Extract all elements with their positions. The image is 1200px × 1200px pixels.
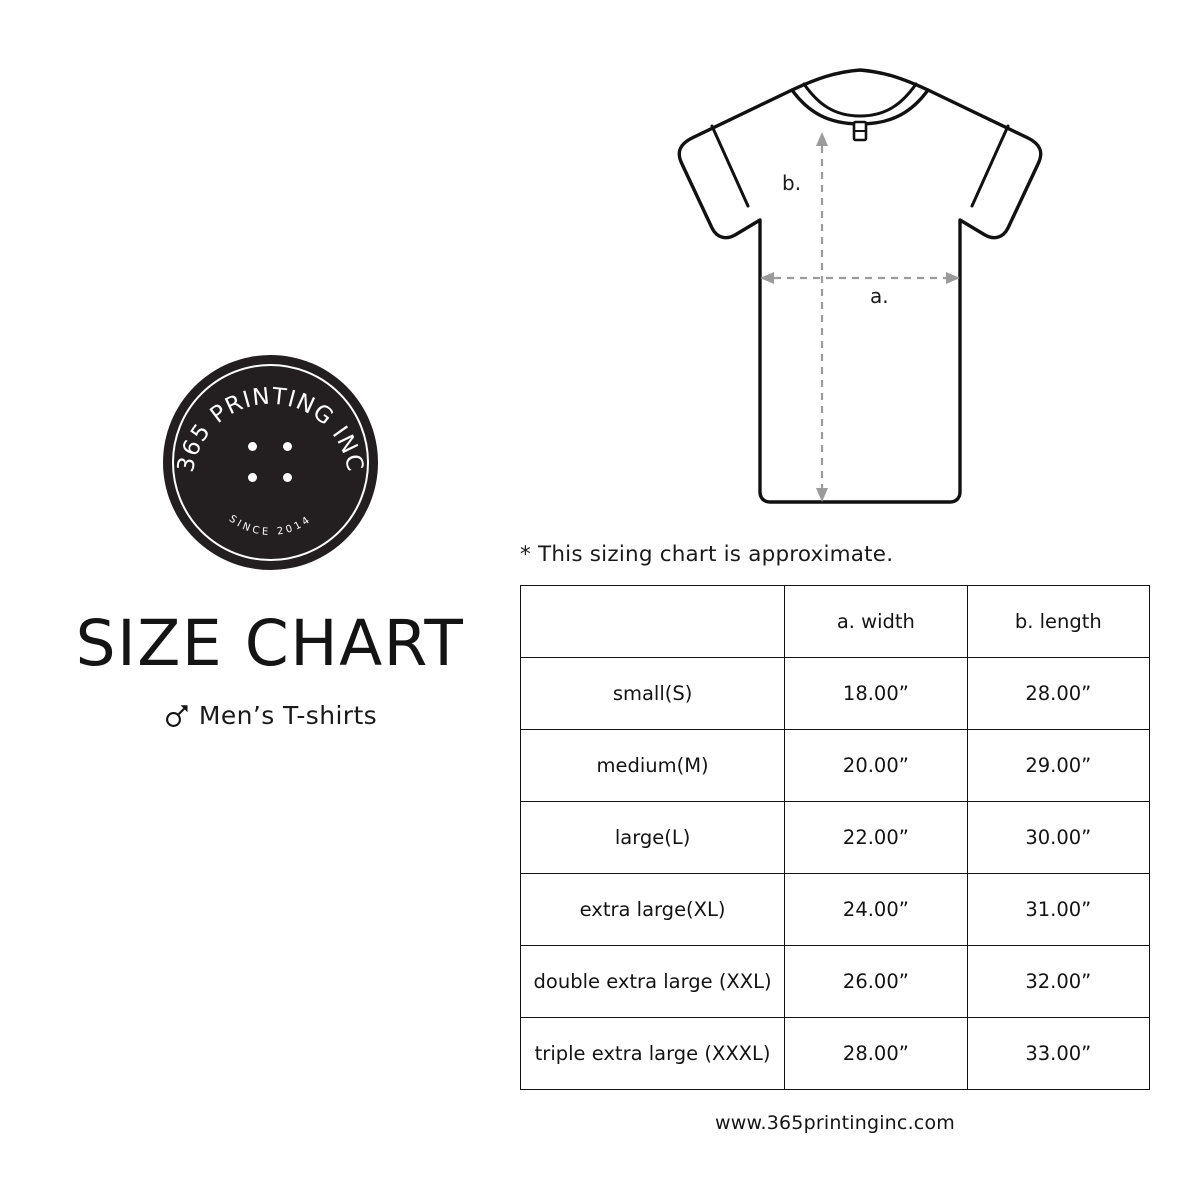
cell-length: 28.00” [967, 658, 1149, 730]
approximate-note: * This sizing chart is approximate. [520, 542, 894, 567]
cell-width: 26.00” [785, 946, 967, 1018]
mars-symbol-icon [163, 703, 189, 729]
tshirt-outline-icon [560, 60, 1160, 530]
logo-since-arc-text: SINCE 2014 [226, 513, 314, 539]
brand-block [60, 355, 480, 730]
cell-size: medium(M) [521, 730, 785, 802]
cell-size: double extra large (XXL) [521, 946, 785, 1018]
four-dots-icon [240, 440, 300, 486]
subtitle-label: Men’s T-shirts [198, 701, 378, 730]
logo [163, 355, 378, 570]
cell-size: extra large(XL) [521, 874, 785, 946]
table-row [521, 730, 1150, 802]
cell-width: 22.00” [785, 802, 967, 874]
length-dimension-label: b. [782, 171, 802, 195]
table-row [521, 874, 1150, 946]
tshirt-diagram [560, 60, 1160, 530]
table-header-length: b. length [967, 586, 1149, 658]
table-row [521, 658, 1150, 730]
cell-length: 32.00” [967, 946, 1149, 1018]
cell-length: 30.00” [967, 802, 1149, 874]
svg-text:SINCE 2014 [226, 513, 314, 538]
table-row [521, 946, 1150, 1018]
cell-length: 33.00” [967, 1018, 1149, 1090]
cell-size: triple extra large (XXXL) [521, 1018, 785, 1090]
cell-width: 20.00” [785, 730, 967, 802]
size-table [520, 585, 1150, 1090]
footer-url: www.365printinginc.com [715, 1112, 955, 1134]
cell-length: 29.00” [967, 730, 1149, 802]
table-row [521, 802, 1150, 874]
cell-width: 18.00” [785, 658, 967, 730]
table-header-size [521, 586, 785, 658]
cell-length: 31.00” [967, 874, 1149, 946]
subtitle [60, 701, 480, 730]
page-title: SIZE CHART [75, 607, 465, 680]
table-row [521, 1018, 1150, 1090]
cell-width: 28.00” [785, 1018, 967, 1090]
width-dimension-label: a. [870, 284, 889, 308]
cell-size: large(L) [521, 802, 785, 874]
table-header-row [521, 586, 1150, 658]
table-header-width: a. width [785, 586, 967, 658]
cell-size: small(S) [521, 658, 785, 730]
logo-brand-arc-text: 365 PRINTING INC [172, 383, 368, 475]
cell-width: 24.00” [785, 874, 967, 946]
